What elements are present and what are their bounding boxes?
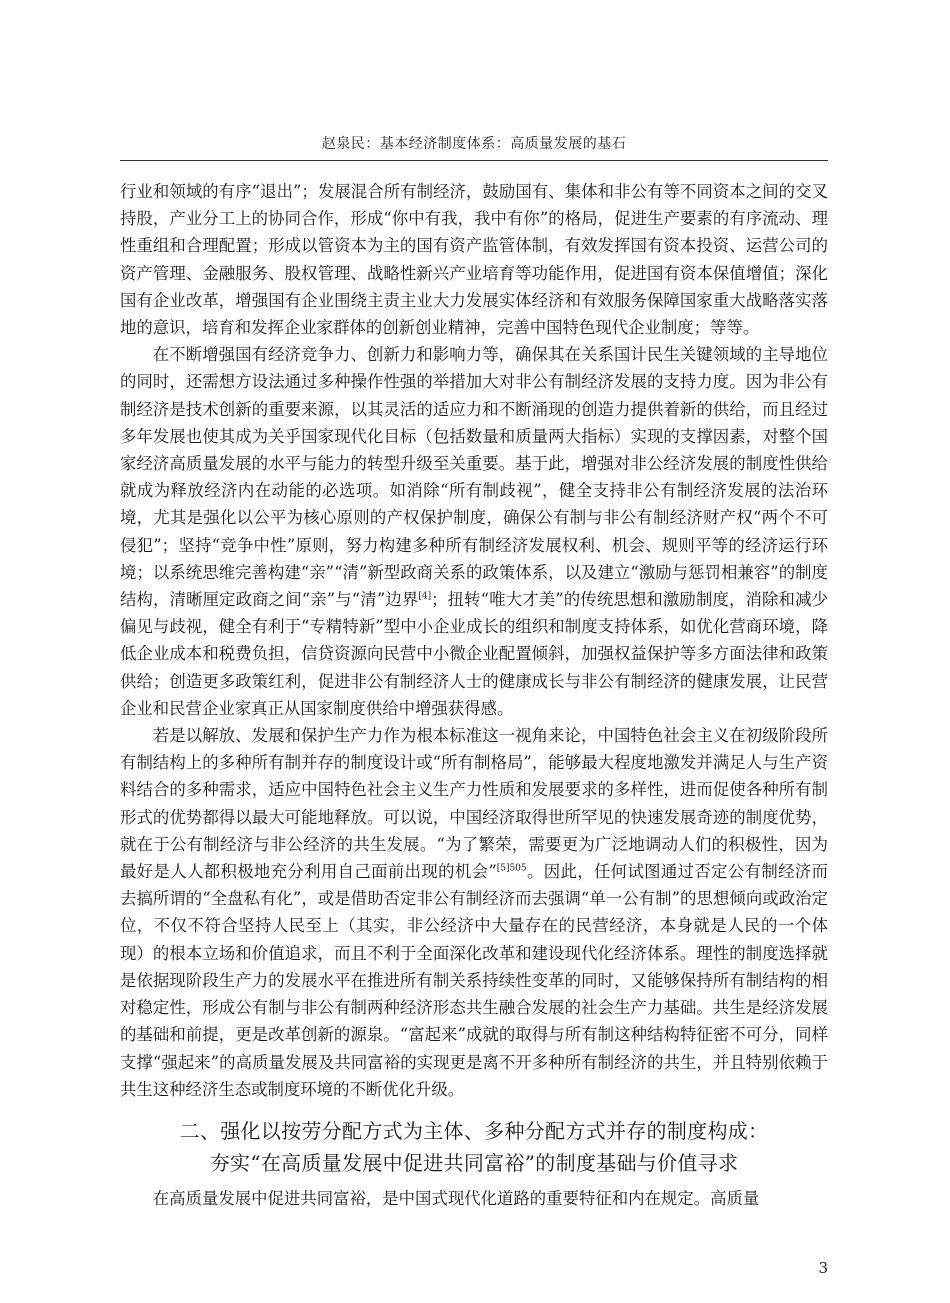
paragraph-3-text-b: 。因此，任何试图通过否定公有制经济而去搞所谓的“全盘私有化”，或是借助否定非公有制经济而去强调“单一公有制”的思想倾向或政治定位，不仅不符合坚持人民至上（其实，非公经济中大量存在的民营经济，本身就是人民的一个体现）的根本立场和价值追求，而且不利于全面深化改革和建设现代化经济体系。理性的制度选择就是依据现阶段生产力的发展水平在推进所有制关系持续性变革的同时，又能够保持所有制结构的相对稳定性，形成公有制与非公有制两种经济形态共生融合发展的社会生产力基础。共生是经济发展的基础和前提，更是改革创新的源泉。“富起来”成就的取得与所有制这种结构特征密不可分，同样支撑“强起来”的高质量发展及共同富裕的实现更是离不开多种所有制经济的共生，并且特别依赖于共生这种经济生态或制度环境的不断优化升级。 — [120, 862, 828, 1099]
paragraph-2 — [120, 341, 828, 722]
page-number: 3 — [818, 1259, 828, 1277]
section-heading-line-2: 夯实“在高质量发展中促进共同富裕”的制度基础与价值寻求 — [209, 1150, 739, 1175]
paragraph-2-text-a: 在不断增强国有经济竞争力、创新力和影响力等，确保其在关系国计民生关键领域的主导地位的同时，还需想方设法通过多种操作性强的举措加大对非公有制经济发展的支持力度。因为非公有制经济是技术创新的重要来源，以其灵活的适应力和不断涌现的创造力提供着新的供给，而且经过多年发展也使其成为关乎国家现代化目标（包括数量和质量两大指标）实现的支撑因素，对整个国家经济高质量发展的水平与能力的转型升级至关重要。基于此，增强对非公经济发展的制度性供给就成为释放经济内在动能的必选项。如消除“所有制歧视”，健全支持非公有制经济发展的法治环境，尤其是强化以公平为核心原则的产权保护制度，确保公有制与非公有制经济财产权“两个不可侵犯”；坚持“竞争中性”原则，努力构建多种所有制经济发展权利、机会、规则平等的经济运行环境；以系统思维完善构建“亲”“清”新型政商关系的政策体系，以及建立“激励与惩罚相兼容”的制度结构，清晰厘定政商之间“亲”与“清”边界 — [120, 345, 828, 610]
running-header: 赵泉民：基本经济制度体系：高质量发展的基石 — [321, 136, 627, 152]
paragraph-4 — [120, 1185, 828, 1212]
section-heading-line-1: 二、强化以按劳分配方式为主体、多种分配方式并存的制度构成： — [179, 1118, 769, 1143]
article-body — [120, 178, 828, 1212]
paragraph-1-text: 行业和领域的有序“退出”；发展混合所有制经济，鼓励国有、集体和非公有等不同资本之间的交叉持股，产业分工上的协同合作，形成“你中有我，我中有你”的格局，促进生产要素的有序流动、理性重组和合理配置；形成以管资本为主的国有资产监管体制，有效发挥国有资本投资、运营公司的资产管理、金融服务、股权管理、战略性新兴产业培育等功能作用，促进国有资本保值增值；深化国有企业改革，增强国有企业围绕主责主业大力发展实体经济和有效服务保障国家重大战略落实落地的意识，培育和发挥企业家群体的创新创业精神，完善中国特色现代企业制度；等等。 — [120, 182, 828, 338]
paragraph-1 — [120, 178, 828, 341]
paragraph-3-text-a: 若是以解放、发展和保护生产力作为根本标准这一视角来论，中国特色社会主义在初级阶段所有制结构上的多种所有制并存的制度设计或“所有制格局”，能够最大程度地激发并满足人与生产资料结合的多种需求，适应中国特色社会主义生产力性质和发展要求的多样性，进而促使各种所有制形式的优势都得以最大可能地释放。可以说，中国经济取得世所罕见的快速发展奇迹的制度优势，就在于公有制经济与非公经济的共生发展。“为了繁荣，需要更为广泛地调动人们的积极性，因为最好是人人都积极地充分利用自己面前出现的机会” — [120, 726, 828, 882]
section-heading — [120, 1115, 828, 1179]
citation-ref-4[interactable]: [4] — [418, 591, 432, 602]
paragraph-4-text: 在高质量发展中促进共同富裕，是中国式现代化道路的重要特征和内在规定。高质量 — [152, 1188, 760, 1208]
paragraph-2-text-b: ；扭转“唯大才美”的传统思想和激励制度，消除和减少偏见与歧视，健全有利于“专精特新”型中小企业成长的组织和制度支持体系，如优化营商环境，降低企业成本和税费负担，信贷资源向民营中小微企业配置倾斜，加强权益保护等多方面法律和政策供给；创造更多政策红利，促进非公有制经济人士的健康成长与非公有制经济的健康发展，让民营企业和民营企业家真正从国家制度供给中增强获得感。 — [120, 590, 828, 718]
paragraph-3 — [120, 722, 828, 1103]
header-rule — [120, 160, 828, 161]
citation-ref-5[interactable]: [5]505 — [496, 863, 527, 874]
